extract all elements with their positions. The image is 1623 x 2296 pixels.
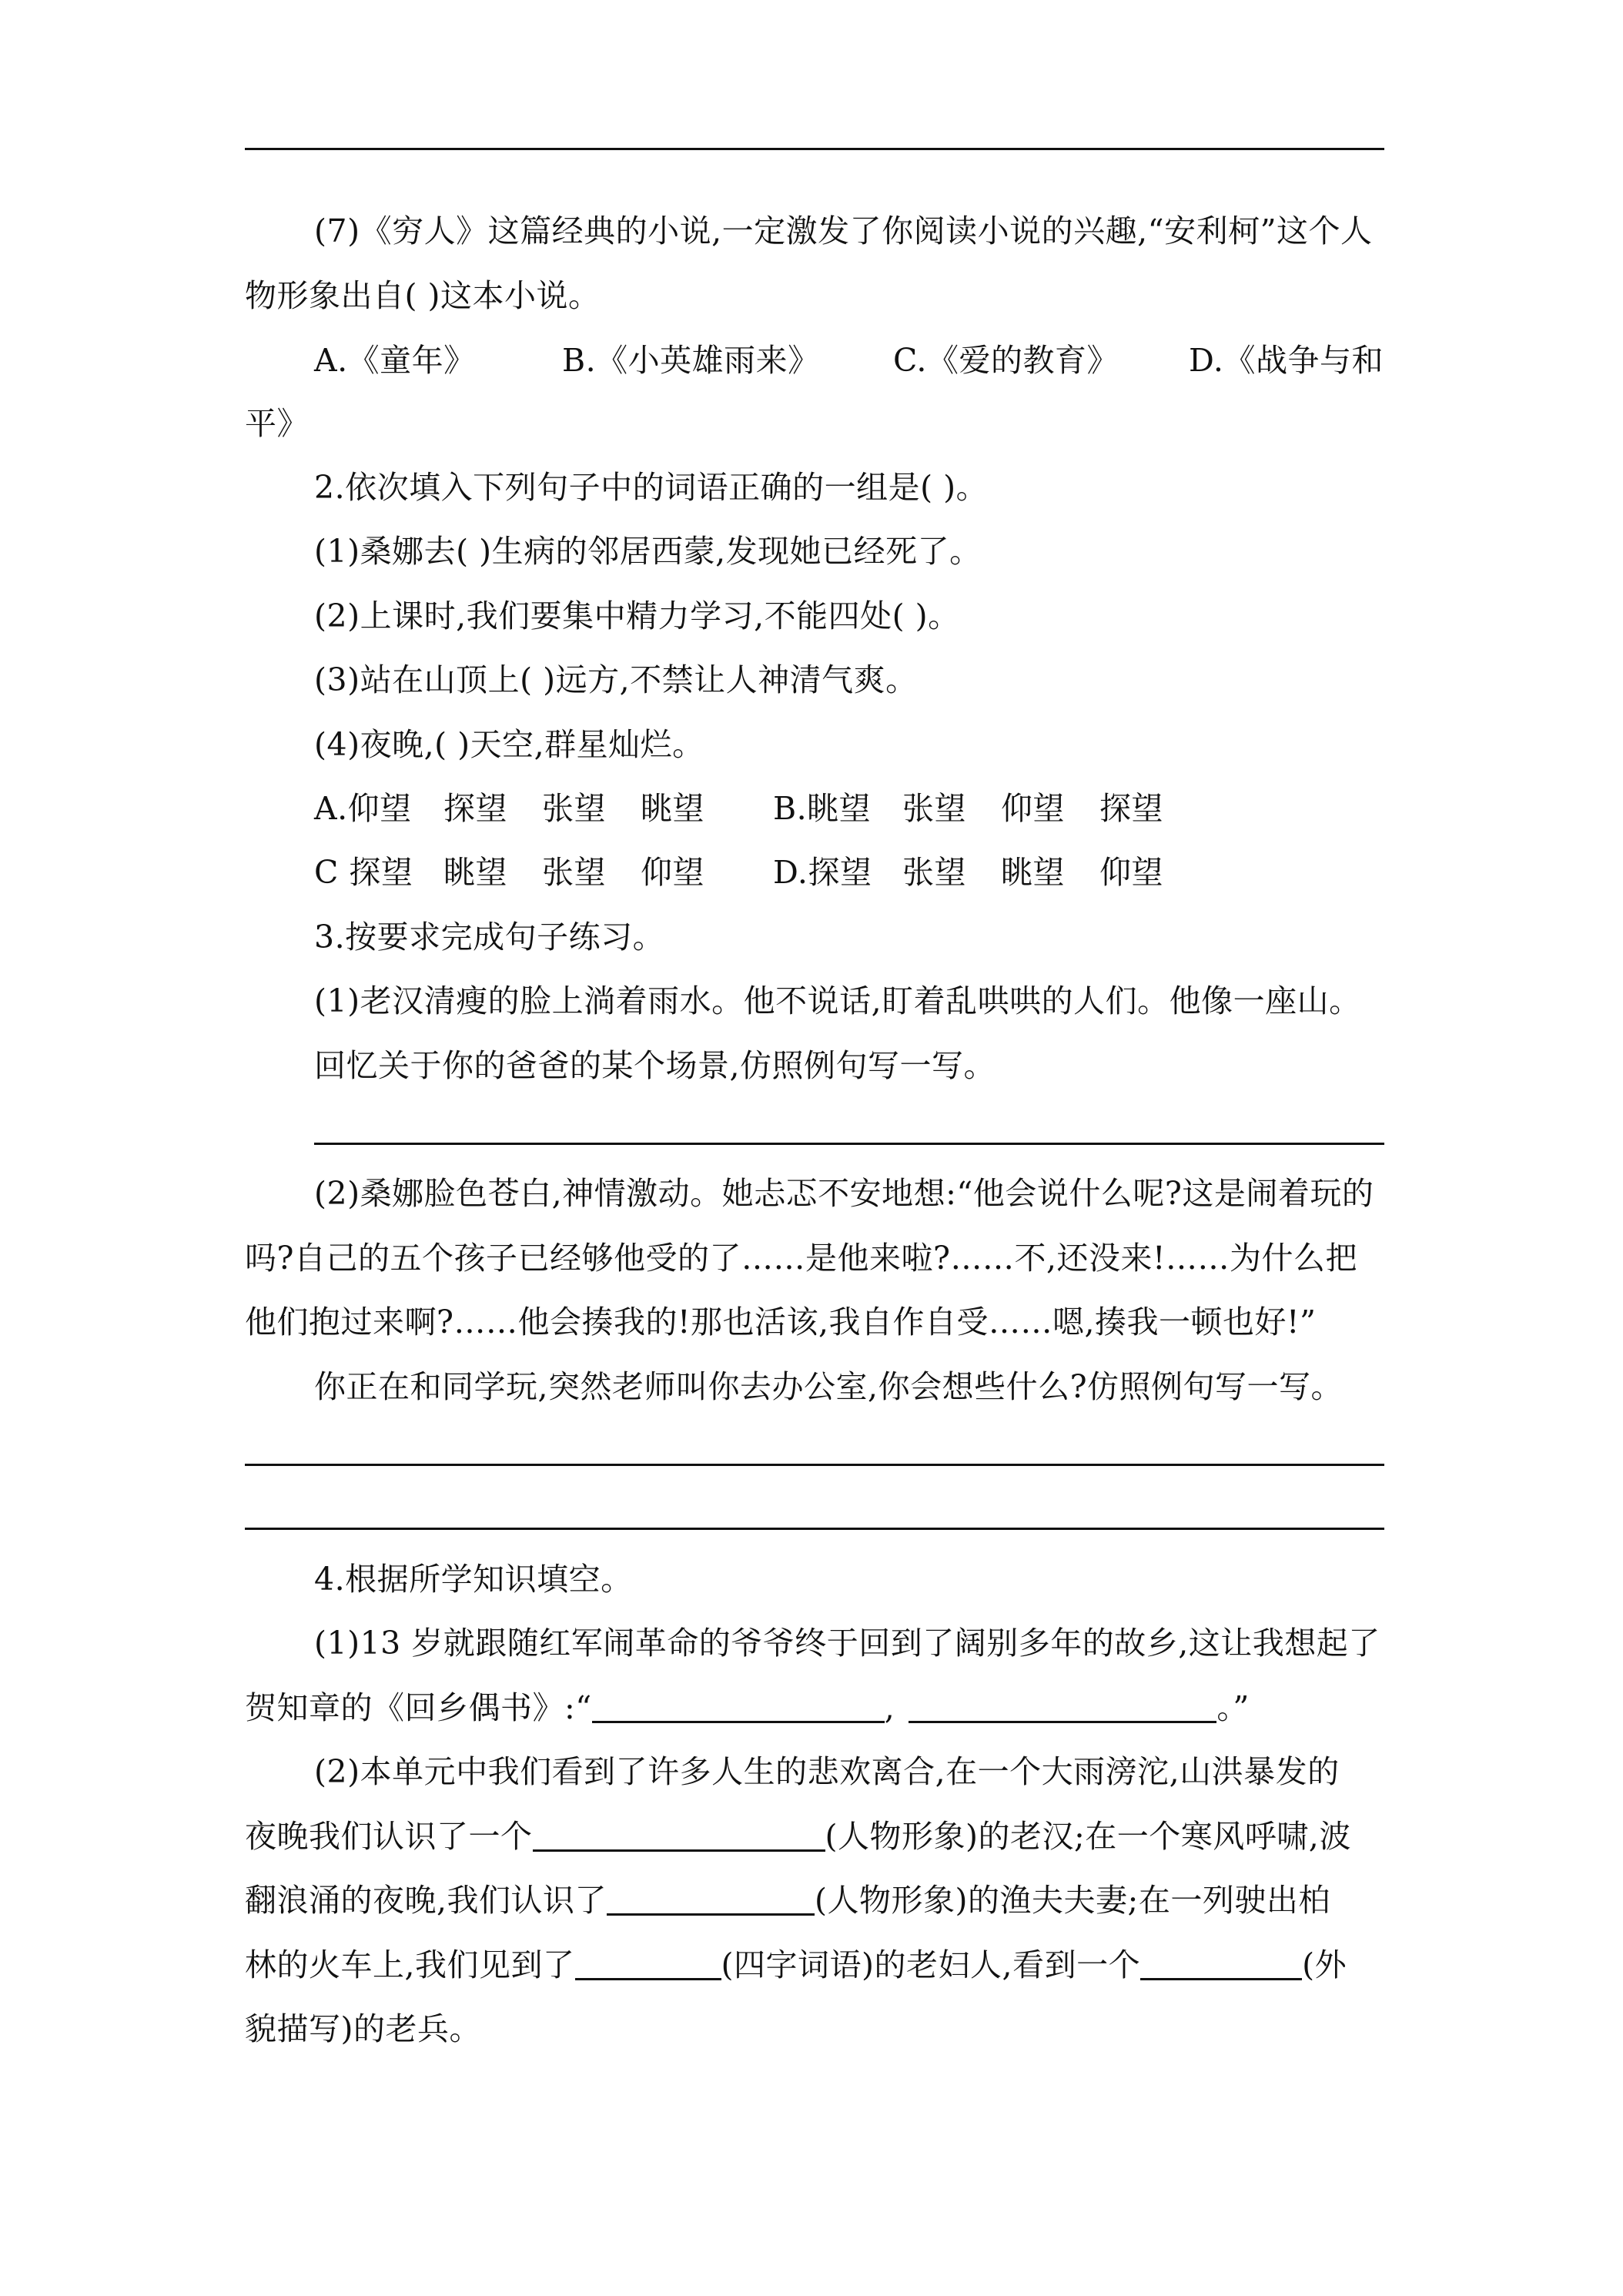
q3-task-2: 你正在和同学玩,突然老师叫你去办公室,你会想些什么?仿照例句写一写。 [314,1368,1344,1405]
q3-example-1: (1)老汉清瘦的脸上淌着雨水。他不说话,盯着乱哄哄的人们。他像一座山。 [314,982,1361,1019]
q2-option-c-1: C 探望 [314,854,413,891]
q2-option-c-2: 眺望 [443,854,507,891]
q4-character-blank-2[interactable] [607,1886,815,1916]
q2-option-b-3: 仰望 [1001,790,1065,827]
q3-example-2-line-3: 他们抱过来啊?……他会揍我的!那也活该,我自作自受……嗯,揍我一顿也好!” [245,1304,1317,1340]
q3-stem: 3.按要求完成句子练习。 [314,919,665,956]
q4-part-1-prefix: 贺知章的《回乡偶书》:“ [245,1689,592,1726]
q4-part-2-line-2 [245,1817,1384,1856]
q4-stem: 4.根据所学知识填空。 [314,1561,633,1598]
q4-character-blank-1[interactable] [533,1822,825,1852]
q4-part-2-line-3 [245,1881,1384,1919]
q4-part-2-text-a: 夜晚我们认识了一个 [245,1818,533,1855]
q2-option-c-3: 张望 [542,854,606,891]
q4-part-2-line-1: (2)本单元中我们看到了许多人生的悲欢离合,在一个大雨滂沱,山洪暴发的 [314,1753,1340,1790]
q2-option-d-4: 仰望 [1099,854,1163,891]
q2-option-a-4: 眺望 [641,790,704,827]
q2-option-c-4: 仰望 [641,854,704,891]
q3-answer-line-1[interactable] [314,1143,1384,1145]
q2-option-d-2: 张望 [902,854,966,891]
q2-option-a-3: 张望 [542,790,606,827]
header-rule [245,148,1384,150]
q4-part-1-line-1: (1)13 岁就跟随红军闹革命的爷爷终于回到了阔别多年的故乡,这让我想起了 [314,1625,1380,1662]
q4-part-2-text-e: 林的火车上,我们见到了 [245,1946,575,1983]
q7-option-a: A.《童年》 [314,342,476,379]
q4-part-1-line-2 [245,1689,1384,1727]
q2-option-a-1: A.仰望 [314,790,412,827]
q4-part-2-text-b: (人物形象)的老汉;在一个寒风呼啸,波 [825,1818,1351,1855]
q3-example-2-line-1: (2)桑娜脸色苍白,神情激动。她忐忑不安地想:“他会说什么呢?这是闹着玩的 [314,1175,1374,1212]
q2-stem: 2.依次填入下列句子中的词语正确的一组是( )。 [314,469,989,506]
q7-line-1: (7)《穷人》这篇经典的小说,一定激发了你阅读小说的兴趣,“安利柯”这个人 [314,213,1373,249]
q4-appearance-blank[interactable] [1140,1950,1302,1980]
q4-part-2-line-5: 貌描写)的老兵。 [245,2010,481,2047]
q4-part-2-text-g: (外 [1302,1946,1347,1983]
q2-option-d-3: 眺望 [1001,854,1065,891]
q4-idiom-blank[interactable] [575,1950,721,1980]
q2-option-b-2: 张望 [902,790,966,827]
q2-sentence-4: (4)夜晚,( )天空,群星灿烂。 [314,726,704,763]
q4-part-2-text-f: (四字词语)的老妇人,看到一个 [721,1946,1141,1983]
q2-option-d-1: D.探望 [773,854,872,891]
q2-option-b-4: 探望 [1099,790,1163,827]
q4-poem-blank-1[interactable] [592,1693,885,1723]
q3-answer-line-3[interactable] [245,1528,1384,1530]
q4-part-1-suffix: 。” [1216,1689,1250,1726]
q2-option-b-1: B.眺望 [773,790,872,827]
q7-option-b: B.《小英雄雨来》 [562,342,820,379]
q2-sentence-2: (2)上课时,我们要集中精力学习,不能四处( )。 [314,597,960,634]
q3-task-1: 回忆关于你的爸爸的某个场景,仿照例句写一写。 [314,1047,996,1084]
q4-part-2-text-c: 翻浪涌的夜晚,我们认识了 [245,1882,607,1919]
q2-sentence-3: (3)站在山顶上( )远方,不禁让人神清气爽。 [314,661,918,698]
q3-answer-line-2[interactable] [245,1464,1384,1466]
q7-option-d-continued: 平》 [245,405,309,442]
q7-option-d: D.《战争与和 [1189,342,1384,379]
q3-example-2-line-2: 吗?自己的五个孩子已经够他受的了……是他来啦?……不,还没来!……为什么把 [245,1240,1357,1277]
q7-line-2: 物形象出自( )这本小说。 [245,277,601,314]
q2-option-a-2: 探望 [443,790,507,827]
q4-poem-blank-2[interactable] [909,1693,1216,1723]
q4-part-2-line-4 [245,1946,1384,1984]
q4-part-1-comma: , [884,1689,895,1726]
q2-sentence-1: (1)桑娜去( )生病的邻居西蒙,发现她已经死了。 [314,533,982,570]
q7-option-c: C.《爱的教育》 [893,342,1119,379]
q4-part-2-text-d: (人物形象)的渔夫夫妻;在一列驶出柏 [815,1882,1330,1919]
